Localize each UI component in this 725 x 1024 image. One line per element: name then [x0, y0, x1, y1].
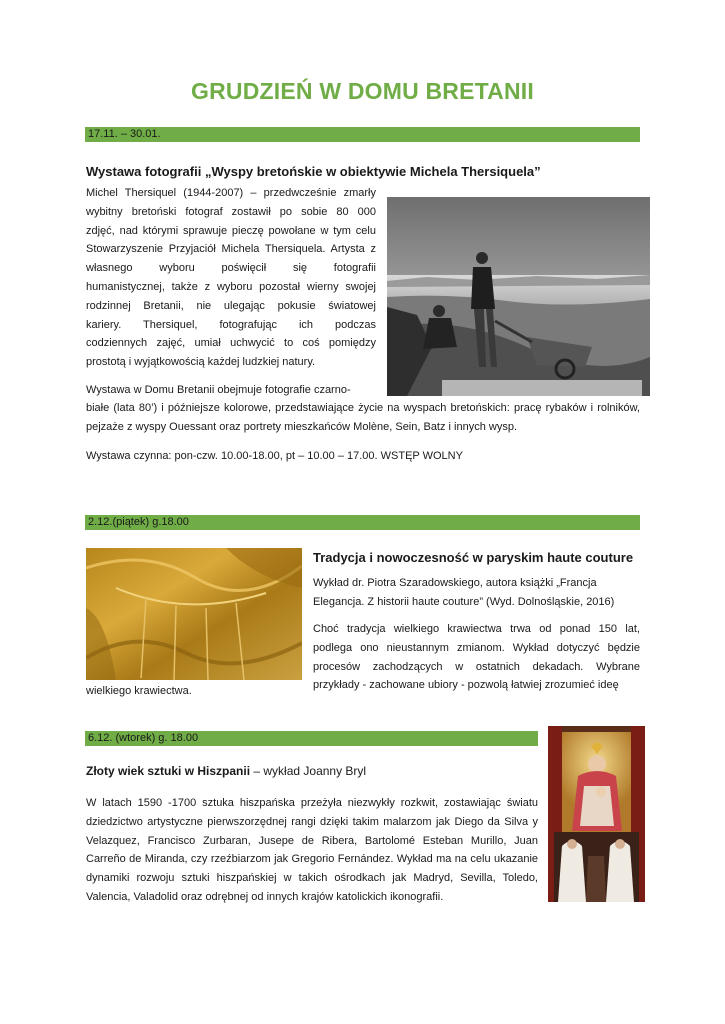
event1-description-line: Michel Thersiquel (1944-2007) – przedwcześnie zmarły [86, 187, 376, 199]
painting-madonna [548, 726, 645, 902]
event1-description-line: własnego wyboru poświęcił się fotografii [86, 262, 376, 275]
event3-date-bar: 6.12. (wtorek) g. 18.00 [85, 731, 538, 746]
event1-description-line: prostotą i wyjątkowością każdej ludzkiej natury. [86, 356, 316, 369]
event2-description: Choć tradycja wielkiego krawiectwa trwa od ponad 150 lat, podlega ono nieustannym zmianom. Wykład dotyczyć będzie procesów zachodzących w ostatnich dekadach. Wybrane przykłady - zachowane ubiory - pozwolą łatwiej zrozumieć ideę [313, 623, 640, 692]
event1-heading: Wystawa fotografii „Wyspy bretońskie w obiektywie Michela Thersiquela” [86, 164, 541, 179]
event1-description-line: rodzinnej Bretanii, nie ulegając pokusie światowej [86, 299, 376, 312]
event3-heading [86, 764, 541, 778]
event1-description-line: wybitny bretoński fotograf zostawił po sobie 80 000 [86, 205, 376, 218]
event1-exhibition-line1: Wystawa w Domu Bretanii obejmuje fotografie czarno- [86, 384, 351, 396]
photo-islanders [387, 197, 650, 396]
event1-hours: Wystawa czynna: pon-czw. 10.00-18.00, pt – 10.00 – 17.00. WSTĘP WOLNY [86, 450, 463, 462]
event1-description-line: zdjęć, nad którymi sprawuje pieczę powołane w tym celu [86, 224, 376, 237]
event3-heading-lecturer: – wykład Joanny Bryl [250, 764, 367, 778]
event3-description: W latach 1590 -1700 sztuka hiszpańska przeżyła niezwykły rozkwit, zostawiając światu dziedzictwo artystyczne pierwszorzędnej rangi dzięki takim malarzom jak Diego da Silva y Velazquez, Francisco Zurbaran, Jusepe de Ribera, Bartolomé Esteban Murillo, Juan Carreño de Miranda, czy rzeźbiarzom jak Gregorio Fernández. Wykład ma na celu ukazanie dynamiki rozwoju sztuki hiszpańskiej w takich ośrodkach jak Madryd, Sevilla, Toledo, Valencia, Valadolid oraz odrębnej od innych krajów katolickich ikonografii. [86, 797, 538, 903]
event3-heading-title: Złoty wiek sztuki w Hiszpanii [86, 764, 251, 778]
event2-date-bar: 2.12.(piątek) g.18.00 [85, 515, 640, 530]
event2-heading: Tradycja i nowoczesność w paryskim haute couture [313, 550, 634, 565]
event1-description-line: humanistycznej, także z wyboru pozostał wierny swojej [86, 280, 376, 293]
event2-lecturer-text: Wykład dr. Piotra Szaradowskiego, autora książki „Francja Elegancja. Z historii haute couture” (Wyd. Dolnośląskie, 2016) [313, 577, 615, 608]
photo-corset [86, 548, 302, 680]
page-title: GRUDZIEŃ W DOMU BRETANII [191, 78, 534, 104]
event1-description-line: kariery. Thersiquel, fotografując ich podczas [86, 318, 376, 331]
event2-description-tail: wielkiego krawiectwa. [86, 685, 192, 697]
event1-exhibition-text: białe (lata 80’) i późniejsze kolorowe, przedstawiające życie na wyspach bretońskich: pracę rybaków i rolników, pejzaże z wyspy Ouessant oraz portrety mieszkańców Molène, Sein, Batz i innych wysp. [86, 402, 640, 433]
event1-description-line: codziennych zajęć, umiał uchwycić to coś pomiędzy [86, 337, 376, 350]
event1-description-line: Stowarzyszenie Przyjaciół Michela Thersiquela. Artysta z [86, 243, 376, 256]
event1-description [86, 184, 376, 372]
event1-date-bar: 17.11. – 30.01. [85, 127, 640, 142]
